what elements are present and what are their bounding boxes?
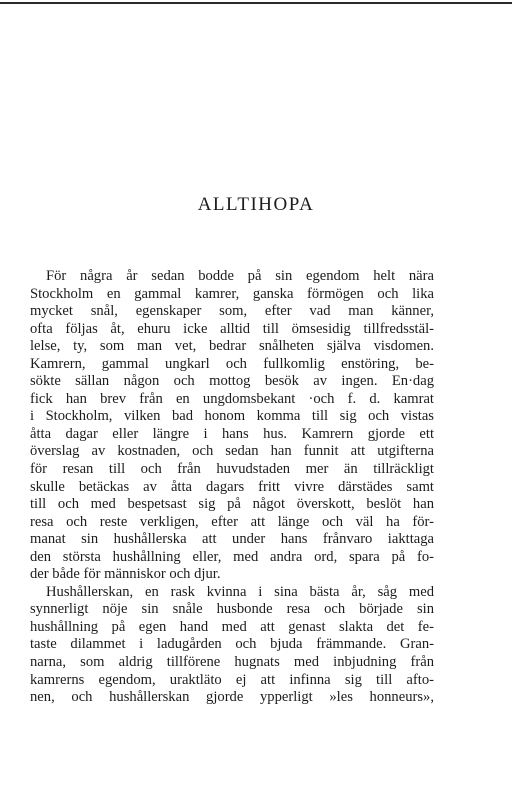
text-line: i Stockholm, vilken bad honom komma till sig och vistas bbox=[30, 408, 434, 425]
text-line: der både för människor och djur. bbox=[30, 566, 221, 583]
text-line: åtta dagar eller längre i hans hus. Kamrern gjorde ett bbox=[30, 425, 434, 442]
text-line: manat sin hushållerska att under hans frånvaro iakttaga bbox=[30, 531, 434, 548]
text-line: Stockholm en gammal kamrer, ganska förmögen och lika bbox=[30, 285, 434, 302]
text-line: Kamrern, gammal ungkarl och fullkomlig enstöring, be- bbox=[30, 355, 434, 372]
chapter-title: ALLTIHOPA bbox=[197, 194, 315, 215]
text-line: för resan till och från huvudstaden mer än tillräckligt bbox=[30, 461, 434, 478]
text-line: fick han brev från en ungdomsbekant ·och f. d. kamrat bbox=[30, 390, 434, 407]
text-line: nen, och hushållerskan gjorde ypperligt »les honneurs», bbox=[30, 689, 434, 706]
text-line: synnerligt nöje sin snåle husbonde resa och började sin bbox=[30, 601, 434, 618]
text-line: sökte sällan någon och mottog besök av ingen. En·dag bbox=[30, 373, 434, 390]
top-rule bbox=[0, 2, 512, 4]
text-line: resa och reste verkligen, efter att länge och väl ha för- bbox=[30, 513, 434, 530]
text-line: För några år sedan bodde på sin egendom helt nära bbox=[46, 268, 434, 284]
text-line: narna, som aldrig tillförene hugnats med inbjudning från bbox=[30, 654, 434, 671]
text-line: hushållning på egen hand med att genast slakta det fe- bbox=[30, 618, 434, 635]
text-line: taste dilammet i ladugården och bjuda främmande. Gran- bbox=[30, 636, 434, 653]
text-line: den största hushållning eller, med andra ord, spara på fo- bbox=[30, 548, 434, 565]
paragraph-1 bbox=[30, 268, 434, 584]
text-line: överslag av kostnaden, och sedan han funnit att utgifterna bbox=[30, 443, 434, 460]
text-line: Hushållerskan, en rask kvinna i sina bästa år, såg med bbox=[46, 583, 434, 600]
text-line: lelse, ty, som man vet, bedrar snålheten själva visdomen. bbox=[30, 338, 434, 355]
text-line: mycket snål, egenskaper som, efter vad man känner, bbox=[30, 303, 434, 320]
paragraph-2 bbox=[30, 584, 434, 707]
body-text bbox=[30, 268, 434, 707]
text-line: kamrerns egendom, uraktläto ej att infinna sig till afto- bbox=[30, 671, 434, 688]
text-line: till och med bespetsast sig på något överskott, beslöt han bbox=[30, 496, 434, 513]
text-line: ofta följas åt, ehuru icke alltid till ömsesidig tillfredsstäl- bbox=[30, 320, 434, 337]
text-line: skulle betäckas av åtta dagars fritt vivre därstädes samt bbox=[30, 478, 434, 495]
